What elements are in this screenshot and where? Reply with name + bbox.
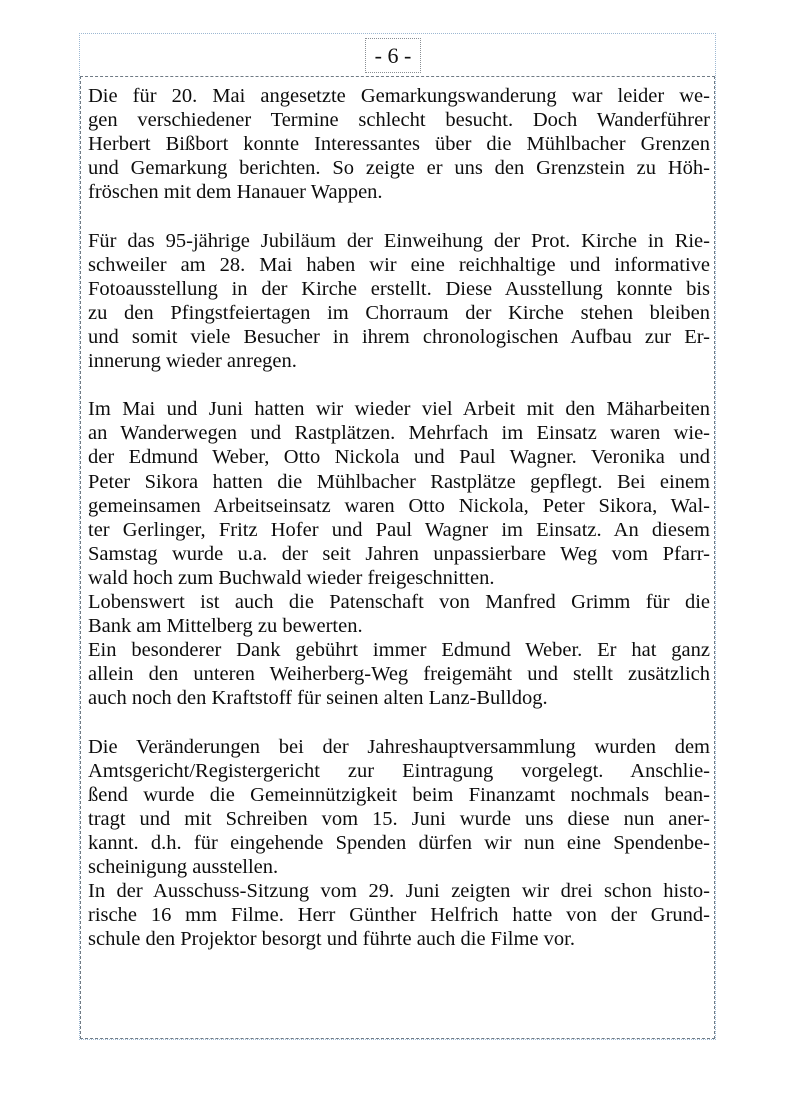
text-line: und Gemarkung berichten. So zeigte er uns den Grenzstein zu Höh- <box>88 157 710 180</box>
text-line: Für das 95-jährige Jubiläum der Einweihung der Prot. Kirche in Rie- <box>88 229 710 252</box>
text-line: Die Veränderungen bei der Jahreshauptversammlung wurden dem <box>88 735 710 758</box>
text-line: gemeinsamen Arbeitseinsatz waren Otto Nickola, Peter Sikora, Wal- <box>88 494 710 517</box>
text-line: Herbert Bißbort konnte Interessantes über die Mühlbacher Grenzen <box>88 133 710 156</box>
paragraph-gap <box>88 710 710 734</box>
paragraph <box>88 590 710 638</box>
text-line: Ein besonderer Dank gebührt immer Edmund Weber. Er hat ganz <box>88 639 710 662</box>
paragraph <box>88 735 710 880</box>
text-line: ter Gerlinger, Fritz Hofer und Paul Wagner im Einsatz. An diesem <box>88 518 710 541</box>
paragraph <box>88 229 710 374</box>
text-line: kannt. d.h. für eingehende Spenden dürfen wir nun eine Spendenbe- <box>88 831 710 854</box>
text-line: In der Ausschuss-Sitzung vom 29. Juni zeigten wir drei schon histo- <box>88 880 710 903</box>
page-number: - 6 - <box>374 43 412 68</box>
text-line: Amtsgericht/Registergericht zur Eintragung vorgelegt. Anschlie- <box>88 759 710 782</box>
paragraph <box>88 638 710 710</box>
text-line: innerung wieder anregen. <box>88 350 297 373</box>
paragraph <box>88 397 710 590</box>
text-line: Bank am Mittelberg zu bewerten. <box>88 615 363 638</box>
paragraph <box>88 879 710 951</box>
text-line: fröschen mit dem Hanauer Wappen. <box>88 181 383 204</box>
text-line: schweiler am 28. Mai haben wir eine reichhaltige und informative <box>88 253 710 276</box>
text-line: zu den Pfingstfeiertagen im Chorraum der Kirche stehen bleiben <box>88 301 710 324</box>
text-line: Peter Sikora hatten die Mühlbacher Rastplätze gepflegt. Bei einem <box>88 470 710 493</box>
text-line: Fotoausstellung in der Kirche erstellt. Diese Ausstellung konnte bis <box>88 277 710 300</box>
text-line: Im Mai und Juni hatten wir wieder viel Arbeit mit den Mäharbeiten <box>88 398 710 421</box>
paragraph-gap <box>88 204 710 228</box>
text-line: rische 16 mm Filme. Herr Günther Helfrich hatte von der Grund- <box>88 904 710 927</box>
text-line: Samstag wurde u.a. der seit Jahren unpassierbare Weg vom Pfarr- <box>88 542 710 565</box>
text-line: der Edmund Weber, Otto Nickola und Paul Wagner. Veronika und <box>88 446 710 469</box>
text-line: an Wanderwegen und Rastplätzen. Mehrfach im Einsatz waren wie- <box>88 422 710 445</box>
text-line: tragt und mit Schreiben vom 15. Juni wurde uns diese nun aner- <box>88 807 710 830</box>
text-line: Die für 20. Mai angesetzte Gemarkungswanderung war leider we- <box>88 85 710 107</box>
text-line: gen verschiedener Termine schlecht besucht. Doch Wanderführer <box>88 109 710 132</box>
text-line: scheinigung ausstellen. <box>88 856 279 878</box>
text-line: auch noch den Kraftstoff für seinen alten Lanz-Bulldog. <box>88 687 548 710</box>
body-text-frame <box>80 76 715 1039</box>
page-header <box>80 34 715 76</box>
text-line: und somit viele Besucher in ihrem chronologischen Aufbau zur Er- <box>88 325 710 348</box>
page-boundary <box>79 33 716 1040</box>
paragraph <box>88 84 710 204</box>
text-line: wald hoch zum Buchwald wieder freigeschnitten. <box>88 566 495 589</box>
text-line: schule den Projektor besorgt und führte auch die Filme vor. <box>88 928 575 951</box>
page-number-frame <box>365 38 421 73</box>
text-line: allein den unteren Weiherberg-Weg freigemäht und stellt zusätzlich <box>88 663 710 686</box>
text-line: Lobenswert ist auch die Patenschaft von Manfred Grimm für die <box>88 590 710 613</box>
text-line: ßend wurde die Gemeinnützigkeit beim Finanzamt nochmals bean- <box>88 783 710 806</box>
paragraph-gap <box>88 373 710 397</box>
